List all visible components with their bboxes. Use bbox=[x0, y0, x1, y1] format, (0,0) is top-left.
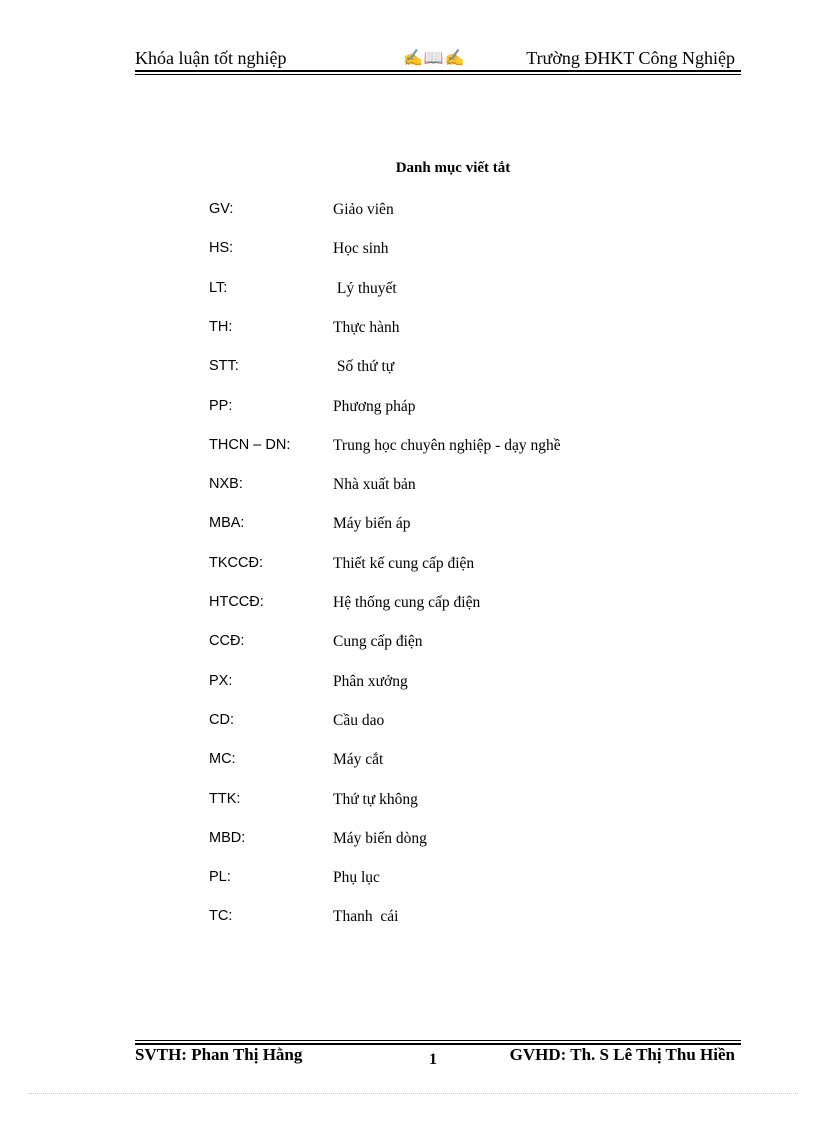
abbreviation-term: GV: bbox=[209, 201, 234, 217]
page-number: 1 bbox=[429, 1051, 437, 1068]
abbreviation-meaning: Máy biến áp bbox=[333, 515, 411, 533]
abbreviation-term: TC: bbox=[209, 908, 233, 925]
abbreviation-meaning: Học sinh bbox=[333, 240, 389, 258]
footer-rule-thin bbox=[135, 1040, 741, 1041]
abbreviation-term: PX: bbox=[209, 672, 233, 689]
abbreviation-meaning: Trung học chuyên nghiệp - dạy nghề bbox=[333, 436, 561, 454]
abbreviation-meaning: Thiết kế cung cấp điện bbox=[333, 554, 475, 572]
abbreviation-term: MC: bbox=[209, 751, 236, 768]
abbreviation-term: MBA: bbox=[209, 515, 245, 532]
abbreviation-term: CCĐ: bbox=[209, 633, 245, 650]
header-thesis-label: Khóa luận tốt nghiệp bbox=[135, 48, 287, 68]
abbreviation-term: HS: bbox=[209, 240, 234, 257]
abbreviation-meaning: Cầu dao bbox=[333, 711, 385, 729]
page-footer bbox=[135, 1045, 741, 1069]
abbreviation-meaning: Số thứ tự bbox=[333, 358, 395, 376]
abbreviation-meaning: Cung cấp điện bbox=[333, 633, 423, 651]
abbreviation-meaning: Máy cắt bbox=[333, 751, 384, 769]
abbreviation-term: LT: bbox=[209, 279, 228, 296]
abbreviation-term: TTK: bbox=[209, 790, 241, 807]
abbreviation-meaning: Phân xưởng bbox=[333, 672, 408, 690]
abbreviation-meaning: Thực hành bbox=[333, 318, 400, 336]
abbreviation-term: PL: bbox=[209, 869, 231, 886]
abbreviation-term: TH: bbox=[209, 318, 233, 335]
abbreviation-meaning: Hệ thống cung cấp điện bbox=[333, 594, 481, 611]
abbreviation-meaning: Thanh cái bbox=[333, 908, 399, 926]
abbreviation-term: HTCCĐ: bbox=[209, 594, 264, 610]
abbreviation-term: TKCCĐ: bbox=[209, 554, 263, 571]
abbreviation-term: MBD: bbox=[209, 829, 246, 846]
abbreviation-meaning: Lý thuyết bbox=[333, 279, 397, 297]
abbreviation-meaning: Nhà xuất bản bbox=[333, 476, 416, 494]
abbreviation-term: STT: bbox=[209, 358, 239, 375]
book-ornament-icon: ✍📖✍ bbox=[403, 50, 466, 67]
abbreviation-term: CD: bbox=[209, 711, 234, 728]
abbreviation-meaning: Phương pháp bbox=[333, 397, 416, 415]
abbreviation-term: NXB: bbox=[209, 476, 243, 493]
footer-supervisor-name: GVHD: Th. S Lê Thị Thu Hiền bbox=[509, 1045, 735, 1064]
abbreviation-meaning: Giảo viên bbox=[333, 201, 394, 218]
abbreviation-meaning: Thứ tự không bbox=[333, 790, 418, 808]
abbreviation-term: THCN – DN: bbox=[209, 436, 291, 453]
page-edge-divider bbox=[28, 1093, 798, 1094]
header-school-name: Trường ĐHKT Công Nghiệp bbox=[526, 48, 735, 68]
footer-student-name: SVTH: Phan Thị Hằng bbox=[135, 1045, 303, 1064]
page-title: Danh mục viết tắt bbox=[395, 160, 511, 176]
abbreviation-term: PP: bbox=[209, 397, 233, 414]
abbreviation-meaning: Phụ lục bbox=[333, 869, 380, 887]
abbreviation-meaning: Máy biến dòng bbox=[333, 829, 427, 847]
